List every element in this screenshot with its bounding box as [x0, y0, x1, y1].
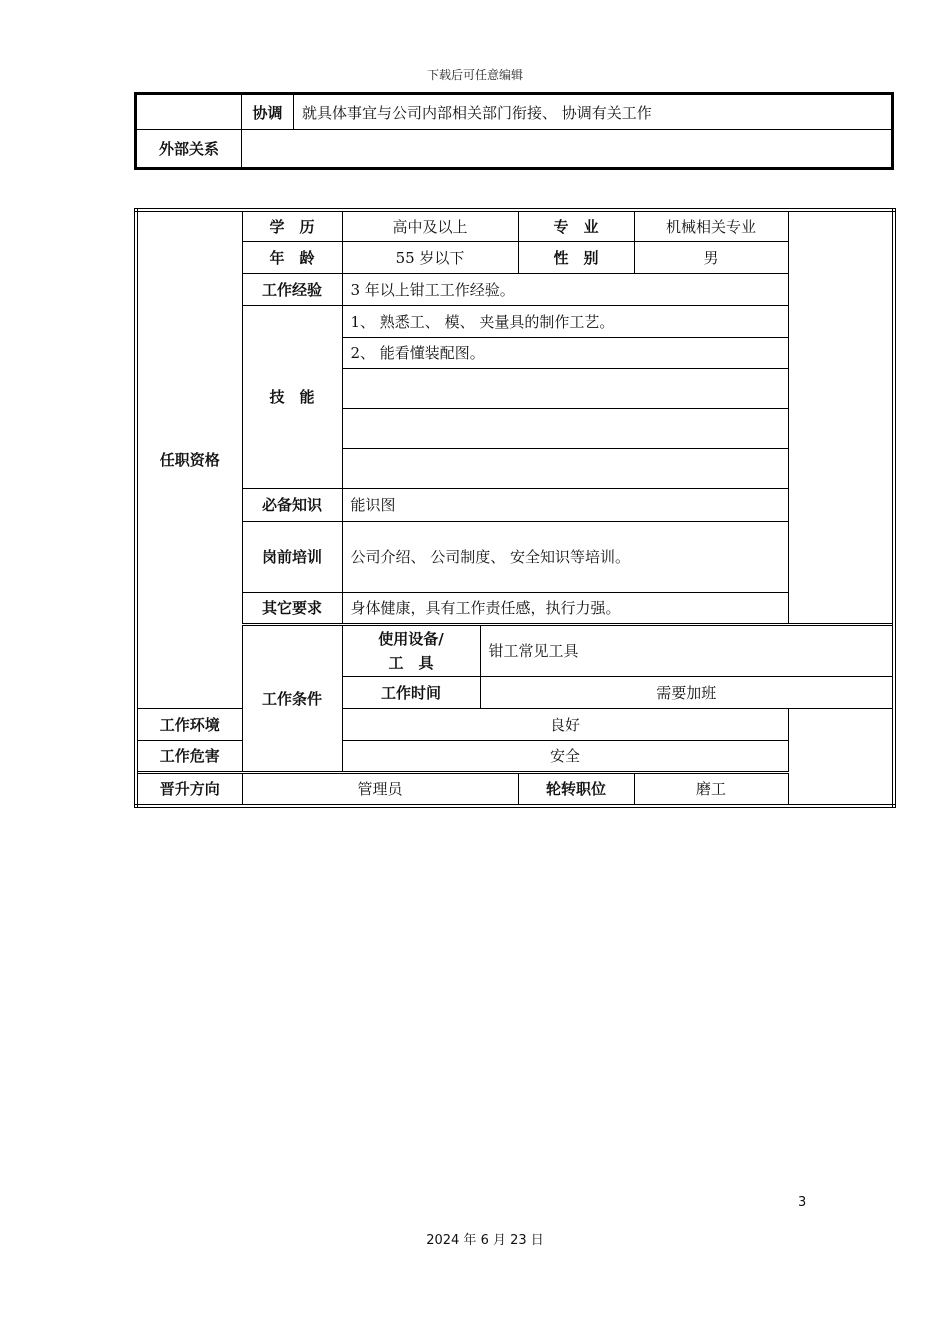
other-requirements-value: 身体健康，具有工作责任感，执行力强。: [342, 592, 788, 624]
external-relations-label: 外部关系: [136, 130, 242, 169]
work-hours-label: 工作时间: [342, 676, 480, 708]
skills-label: 技 能: [242, 305, 342, 488]
training-value: 公司介绍、 公司制度、 安全知识等培训。: [342, 521, 788, 592]
external-relations-value: [242, 130, 893, 169]
other-requirements-label: 其它要求: [242, 592, 342, 624]
major-label: 专 业: [518, 210, 634, 241]
coord-label: 协调: [242, 94, 294, 130]
knowledge-value: 能识图: [342, 488, 788, 521]
blank-cell: [136, 94, 242, 130]
work-environment-label: 工作环境: [136, 708, 242, 740]
equipment-label-line1: 使用设备/: [378, 629, 444, 648]
major-value: 机械相关专业: [634, 210, 788, 241]
rotation-label: 轮转职位: [518, 772, 634, 806]
education-label: 学 历: [242, 210, 342, 241]
training-label: 岗前培训: [242, 521, 342, 592]
promotion-label: 晋升方向: [136, 772, 242, 806]
skill-item: [342, 448, 788, 488]
skill-item: 1、 熟悉工、 模、 夹量具的制作工艺。: [342, 305, 788, 337]
age-label: 年 龄: [242, 241, 342, 273]
education-value: 高中及以上: [342, 210, 518, 241]
job-spec-table: [134, 208, 896, 808]
equipment-label: [342, 624, 480, 676]
promotion-value: 管理员: [242, 772, 518, 806]
rotation-value: 磨工: [634, 772, 788, 806]
work-hours-value: 需要加班: [480, 676, 894, 708]
knowledge-label: 必备知识: [242, 488, 342, 521]
work-hazard-label: 工作危害: [136, 740, 242, 772]
gender-label: 性 别: [518, 241, 634, 273]
relations-table: [134, 92, 894, 170]
skill-item: [342, 408, 788, 448]
work-hazard-value: 安全: [342, 740, 788, 772]
equipment-label-line2: 工 具: [388, 653, 434, 672]
equipment-value: 钳工常见工具: [480, 624, 894, 676]
conditions-label: 工作条件: [242, 624, 342, 772]
gender-value: 男: [634, 241, 788, 273]
qualifications-label: 任职资格: [136, 210, 242, 708]
age-value: 55 岁以下: [342, 241, 518, 273]
experience-value: 3 年以上钳工工作经验。: [342, 273, 788, 305]
skill-item: 2、 能看懂装配图。: [342, 337, 788, 368]
page-number: 3: [798, 1195, 807, 1210]
experience-label: 工作经验: [242, 273, 342, 305]
coord-text: 就具体事宜与公司内部相关部门衔接、 协调有关工作: [294, 94, 893, 130]
footer-date: 2024 年 6 月 23 日: [426, 1233, 544, 1248]
work-environment-value: 良好: [342, 708, 788, 740]
skill-item: [342, 368, 788, 408]
header-note: 下载后可任意编辑: [426, 68, 523, 82]
